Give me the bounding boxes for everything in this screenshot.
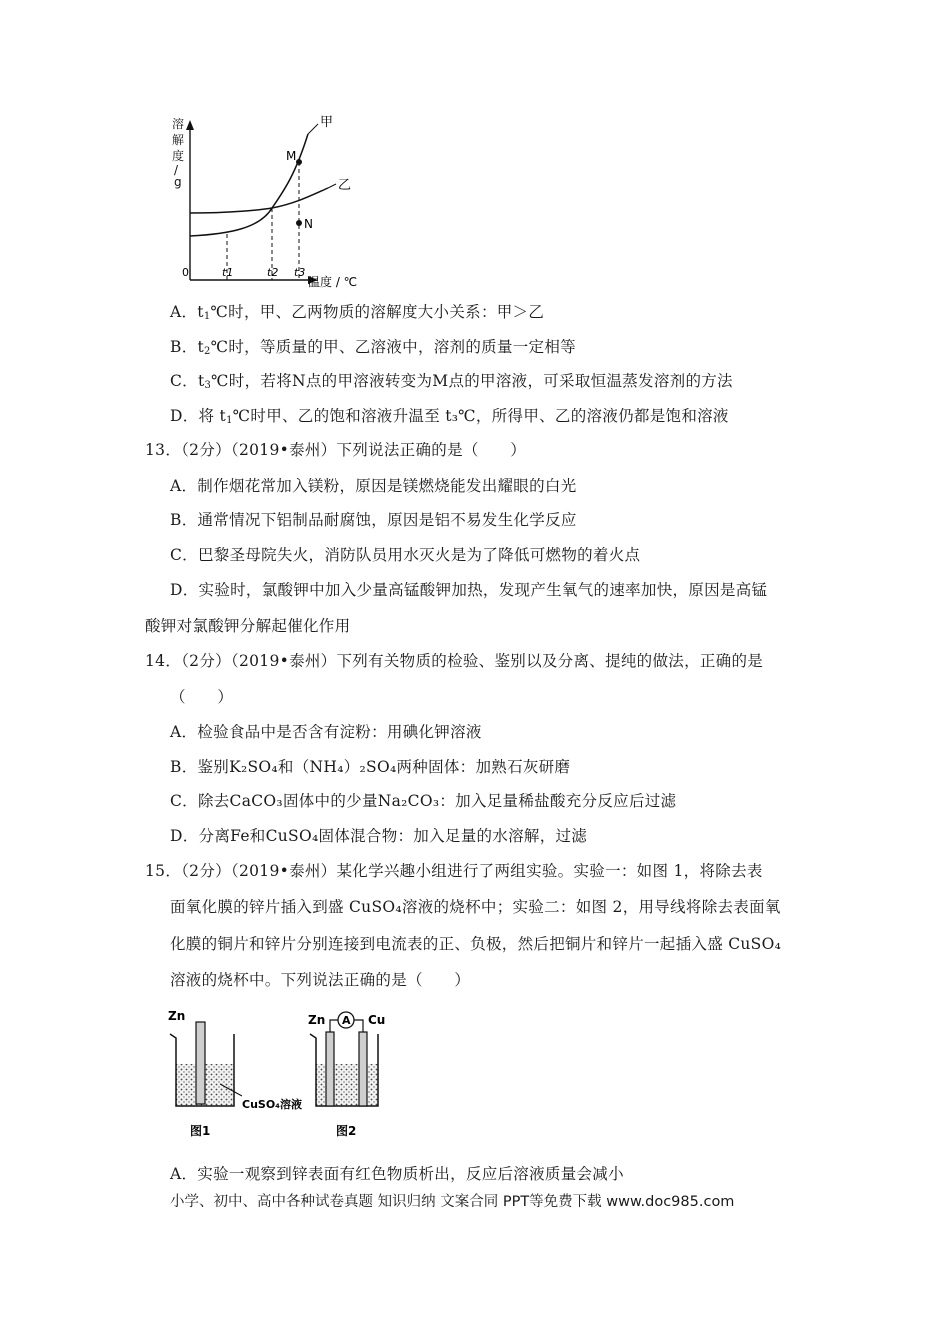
point-m bbox=[296, 159, 302, 165]
zinc-strip bbox=[326, 1032, 334, 1106]
q12-option-a: A．$t_1℃$时，甲、乙两物质的溶解度大小关系：甲＞乙 bbox=[170, 303, 545, 322]
y-axis-label bbox=[172, 116, 184, 189]
point-n-label: N bbox=[304, 217, 313, 231]
q14-option-d: D．分离Fe和CuSO₄固体混合物：加入足量的水溶解，过滤 bbox=[170, 827, 588, 845]
ammeter-label: A bbox=[342, 1014, 351, 1027]
q15-stem-line4: 溶液的烧杯中。下列说法正确的是（ ） bbox=[170, 971, 471, 989]
origin-label: 0 bbox=[182, 266, 189, 279]
page-footer: 小学、初中、高中各种试卷真题 知识归纳 文案合同 PPT等免费下载 www.doc985.com bbox=[170, 1194, 735, 1210]
q13-option-a: A．制作烟花常加入镁粉，原因是镁燃烧能发出耀眼的白光 bbox=[170, 477, 577, 495]
y-label-char: 度 bbox=[172, 149, 185, 163]
q14-option-c: C．除去CaCO₃固体中的少量Na₂CO₃：加入足量稀盐酸充分反应后过滤 bbox=[170, 792, 677, 810]
point-m-label: M bbox=[286, 149, 297, 163]
figure-1-caption: 图1 bbox=[190, 1124, 211, 1138]
zn-label: Zn bbox=[168, 1009, 186, 1023]
figure-2 bbox=[308, 1012, 385, 1138]
q13-option-d: D．实验时，氯酸钾中加入少量高锰酸钾加热，发现产生氧气的速率加快，原因是高锰 bbox=[170, 581, 768, 599]
q15-stem-line1: 15．（2分）（2019•泰州）某化学兴趣小组进行了两组实验。实验一：如图 1，将除去表 bbox=[145, 862, 763, 880]
chart-axes bbox=[186, 120, 318, 284]
q13-option-d-cont: 酸钾对氯酸钾分解起催化作用 bbox=[145, 617, 351, 635]
beaker-figures bbox=[160, 1008, 420, 1143]
figure-1 bbox=[168, 1009, 302, 1138]
q15-option-a: A．实验一观察到锌表面有红色物质析出，反应后溶液质量会减小 bbox=[170, 1165, 624, 1183]
series-line-yi bbox=[190, 188, 328, 213]
zinc-strip bbox=[196, 1022, 205, 1104]
q15-stem-line2: 面氧化膜的锌片插入到盛 CuSO₄溶液的烧杯中；实验二：如图 2，用导线将除去表面氧 bbox=[170, 898, 781, 916]
q15-stem-line3: 化膜的铜片和锌片分别连接到电流表的正、负极，然后把铜片和锌片一起插入盛 CuSO₄ bbox=[170, 935, 782, 953]
tick-t2: t2 bbox=[267, 266, 279, 279]
q13-option-c: C．巴黎圣母院失火，消防队员用水灭火是为了降低可燃物的着火点 bbox=[170, 546, 641, 564]
solution-label: CuSO₄溶液 bbox=[242, 1098, 302, 1111]
q12-option-d: D．将 $t_1℃$时甲、乙的饱和溶液升温至 t₃℃，所得甲、乙的溶液仍都是饱和溶液 bbox=[170, 407, 729, 426]
q14-stem-paren: （ ） bbox=[170, 688, 234, 706]
tick-labels bbox=[222, 266, 305, 279]
cu-label: Cu bbox=[368, 1013, 386, 1027]
series-label-yi: 乙 bbox=[338, 178, 352, 193]
solubility-chart bbox=[160, 110, 390, 290]
q13-option-b: B．通常情况下铝制品耐腐蚀，原因是铝不易发生化学反应 bbox=[170, 511, 577, 529]
series-label-jia: 甲 bbox=[320, 115, 334, 130]
q14-option-a: A．检验食品中是否含有淀粉：用碘化钾溶液 bbox=[170, 723, 482, 741]
tick-t1: t1 bbox=[222, 266, 234, 279]
q12-option-c: C．$t_3℃$时，若将N点的甲溶液转变为M点的甲溶液，可采取恒温蒸发溶剂的方法 bbox=[170, 372, 733, 391]
q14-stem: 14．（2分）（2019•泰州）下列有关物质的检验、鉴别以及分离、提纯的做法，正确的是 bbox=[145, 652, 764, 670]
point-n bbox=[296, 220, 302, 226]
tick-t3: t3 bbox=[294, 266, 306, 279]
y-label-char: 溶 bbox=[172, 117, 185, 131]
y-label-char: g bbox=[174, 175, 182, 189]
y-label-char: 解 bbox=[172, 133, 185, 147]
y-label-char: / bbox=[174, 163, 179, 177]
figure-2-caption: 图2 bbox=[336, 1124, 357, 1138]
q14-option-b: B．鉴别K₂SO₄和（NH₄）₂SO₄两种固体：加熟石灰研磨 bbox=[170, 758, 571, 776]
q13-stem: 13．（2分）（2019•泰州）下列说法正确的是（ ） bbox=[145, 441, 527, 459]
x-axis-label: 温度 / ℃ bbox=[308, 275, 358, 289]
dashed-guides bbox=[227, 162, 299, 280]
copper-strip bbox=[359, 1032, 367, 1106]
chart-curves bbox=[190, 124, 336, 236]
zn-label: Zn bbox=[308, 1013, 326, 1027]
q12-option-b: B．$t_2℃$时，等质量的甲、乙溶液中，溶剂的质量一定相等 bbox=[170, 338, 576, 357]
